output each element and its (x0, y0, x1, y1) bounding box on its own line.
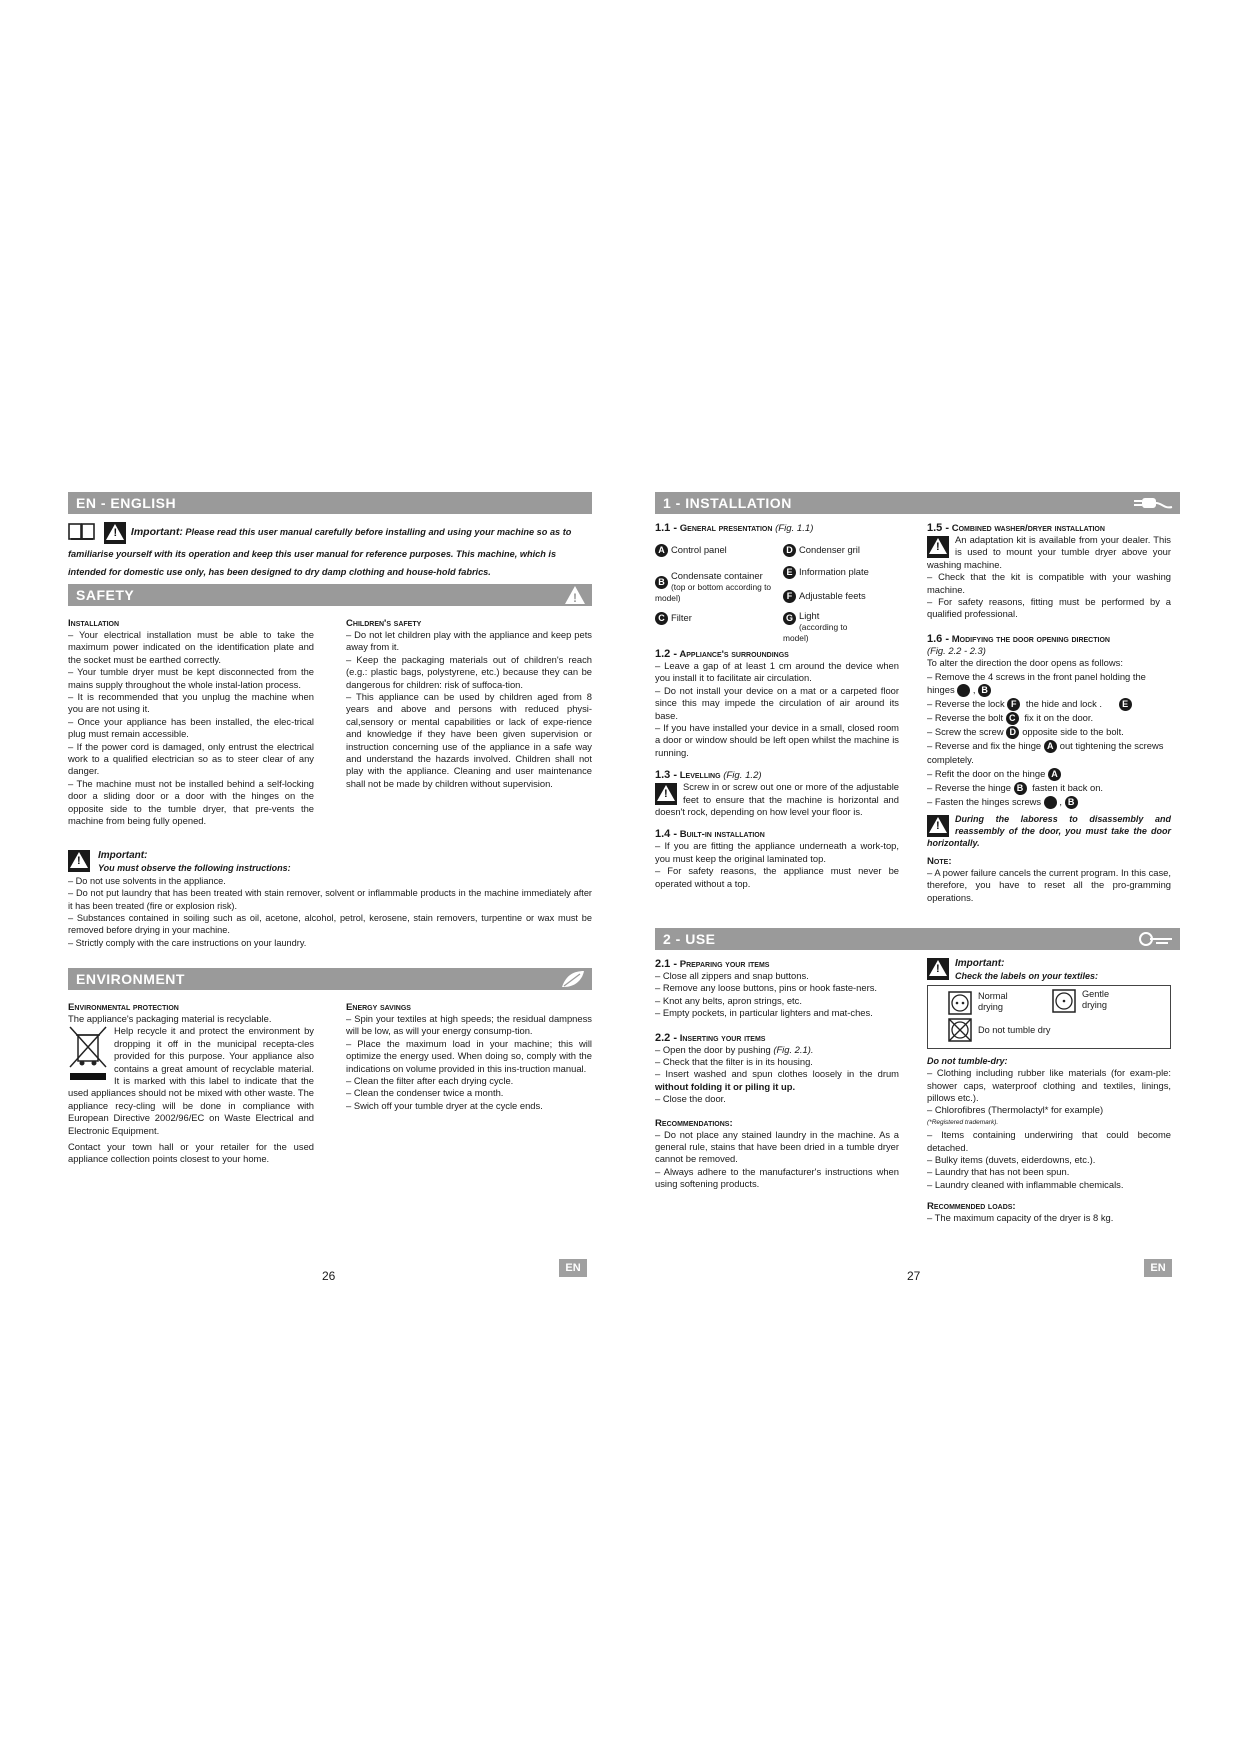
note-text: – A power failure cancels the current program. In this case, therefore, you have to reset all the pro-gramming operations. (927, 866, 1171, 903)
s1-1-heading: General presentation (679, 523, 773, 534)
s2-2-heading: Inserting your items (679, 1032, 766, 1044)
env-protection-contact: Contact your town hall or your retailer for the used appliance collection points closest to your home. (68, 1141, 314, 1165)
use-col-right (927, 958, 1171, 1225)
part-d: D Condenser gril (783, 544, 860, 557)
loads-text: – The maximum capacity of the dryer is 8 kg. (927, 1212, 1114, 1224)
levelling-block (655, 781, 899, 818)
hand-icon (1138, 929, 1174, 955)
book-icon (68, 522, 96, 542)
s1-2-heading: Appliance's surroundings (679, 649, 789, 660)
installation-heading: Installation (68, 618, 120, 629)
s1-3-text: Screw in or screw out one or more of the adjustable feet to ensure that the machine is horizontal and doesn't rock, depending on how level your floor is. (655, 781, 899, 818)
part-e: E Information plate (783, 566, 869, 579)
env-protection-intro: The appliance's packaging material is recyclable. (68, 1013, 272, 1024)
s1-3-heading: Levelling (679, 770, 721, 782)
no-dry-heading: Do not tumble-dry: (927, 1055, 1008, 1066)
loads-heading: Recommended loads: (927, 1201, 1016, 1213)
language-header (68, 492, 592, 514)
leaf-icon (560, 969, 586, 995)
part-a: A Control panel (655, 544, 727, 557)
s1-6-fig: (Fig. 2.2 - 2.3) (927, 644, 986, 656)
intro-block (68, 522, 592, 580)
warning-icon (927, 958, 949, 980)
parts-legend (655, 534, 899, 648)
no-dry-text2: – Items containing underwiring that could become detached. – Bulky items (duvets, eiderdowns, etc.). – Laundry that has not been spun. – Laundry cleaned with inflammable chemicals. (927, 1129, 1171, 1190)
svg-text:!: ! (573, 591, 578, 605)
no-tumble-dry-symbol (948, 1018, 972, 1044)
children-heading: Children's safety (346, 618, 422, 629)
s1-2-text: – Leave a gap of at least 1 cm around the device when you install it to facilitate air circulation. – Do not install your device on a mat or a carpeted floor since this may impede the circulation of air around its base. – If you have installed your device in a small, closed room a door or window should be left open whilst the machine is running. (655, 660, 899, 758)
gentle-drying-label: Gentle drying (1082, 988, 1110, 1010)
s1-6-heading: Modifying the door opening direction (951, 633, 1110, 645)
installation-header (655, 492, 1180, 514)
energy-text: – Spin your textiles at high speeds; the residual dampness will be low, as will your energy consump-tion. – Place the maximum load in your machine; this will optimize the energy used. When doing so, comply with the indications on volume provided in this ins-truction manual. – Clean the filter after each drying cycle. – Clean the condenser twice a month. – Swich off your tumble dryer at the cycle ends. (346, 1013, 592, 1111)
s2-2-bold: without folding it or piling it up. (655, 1080, 796, 1092)
safety-rules-text: – Do not use solvents in the appliance. – Do not put laundry that has been treated with stain remover, solvent or inflammable products in the machine immediately after it has been treated (fire or explosion risk). – Substances contained in soiling such as oil, acetone, alcohol, petrol, kerosene, stain removers, turpentine or wax must be removed before drying in your machine. – Strictly comply with the care instructions on your laundry. (68, 875, 592, 948)
s2-2-text1: – Open the door by pushing (655, 1043, 771, 1055)
s1-1-fig: (Fig. 1.1) (775, 523, 814, 534)
weee-bin-icon (68, 1025, 110, 1086)
intro-text: Please read this user manual carefully before installing and using your machine so as to familiarise yourself with its operation and keep this user manual for reference purposes. This machine, which is intended for domestic use only, has been designed to dry damp clothing and house-hold fabrics. (68, 527, 572, 577)
language-tag-left: EN (559, 1259, 587, 1277)
environment-protection-col (68, 1002, 314, 1166)
s1-6-intro: To alter the direction the door opens as follows: (927, 657, 1123, 669)
environment-title: ENVIRONMENT (76, 971, 185, 987)
s2-2-text3: – Close the door. (655, 1093, 726, 1105)
normal-drying-label: Normal drying (978, 990, 1008, 1012)
use-important-sub: Check the labels on your textiles: (955, 971, 1099, 982)
use-title: 2 - USE (663, 931, 716, 947)
energy-savings-col (346, 1002, 592, 1112)
recommendations-heading: Recommendations: (655, 1117, 733, 1129)
normal-drying-symbol (948, 991, 972, 1017)
gentle-drying-symbol (1052, 989, 1076, 1015)
s1-4-heading: Built-in installation (679, 829, 765, 841)
s1-4-text: – If you are fitting the appliance underneath a work-top, you must keep the original laminated top. – For safety reasons, the appliance must never be operated without a top. (655, 840, 899, 889)
safety-title: SAFETY (76, 587, 135, 603)
registered-trademark: (*Registered trademark). (927, 1118, 999, 1126)
s2-2-fig: (Fig. 2.1). (773, 1043, 814, 1055)
use-header (655, 928, 1180, 950)
s1-5-heading: Combined washer/dryer installation (951, 523, 1105, 534)
warning-icon (68, 850, 90, 872)
door-steps: – Remove the 4 screws in the front panel holding the hinges , B – Reverse the lock F the hide and lock . E – Reverse the bolt C fix it on the door. – Screw the screw D opposite side to the bolt. – Reverse and fix the hinge A out tightening the screws completely. – Refit the door on the hinge A – Reverse the hinge B fasten it back on. – Fasten the hinges screws , B (927, 670, 1164, 807)
children-safety-col (346, 618, 592, 790)
installation-safety-col (68, 618, 314, 828)
s2-2-text2: – Check that the filter is in its housing. – Insert washed and spun clothes loosely in the drum (655, 1056, 899, 1080)
s2-1-heading: Preparing your items (679, 959, 770, 970)
safety-important-sub: You must observe the following instructions: (98, 863, 291, 874)
safety-header (68, 584, 592, 606)
warning-icon (927, 536, 949, 558)
page-number-right: 27 (907, 1269, 921, 1283)
page-number-left: 26 (322, 1269, 336, 1283)
no-tumble-dry-label: Do not tumble dry (978, 1024, 1051, 1035)
part-b: B Condensate container (top or bottom according to model) (655, 570, 772, 603)
warning-icon (655, 783, 677, 805)
env-protection-heading: Environmental protection (68, 1002, 179, 1013)
care-labels-box (927, 985, 1171, 1049)
energy-heading: Energy savings (346, 1002, 411, 1013)
installation-col-right: 1.5 - Combined washer/dryer installation ! An adaptation kit is available from your dealer. This is used to mount your tumble dryer above your washing machine. – Check that the kit is compatible with your washing machine. – For safety reasons, fitting must be performed by a qualified professional. 1.6 - Modifying the door opening direction (Fig. 2.2 - 2.3) To alter the direction the door opens as follows: – Remove the 4 screws in the front panel holding the hinges , B – Reverse the lock F the hide and lock . E – Reverse the bolt C fix it on the door. – Screw the screw D opposite side to the bolt. – Reverse and fix the hinge A out tightening the screws completely. – Refit the door on the hinge A – Reverse the hinge B fasten it back on. – Fasten the hinges screws , B ! During the laboress to disassembly and reassembly of the door, you must take the door horizontally. Note: – A power failure cancels the current program. In this case, therefore, you have to reset all the pro-gramming operations. (927, 522, 1171, 904)
warning-triangle-icon (564, 585, 586, 611)
part-f: F Adjustable feets (783, 590, 866, 603)
plug-icon (1132, 493, 1174, 519)
warning-icon (927, 815, 949, 837)
s2-1-text: – Close all zippers and snap buttons. – Remove any loose buttons, pins or hook faste-ners. – Knot any belts, apron strings, etc. – Empty pockets, in particular lighters and mat-ches. (655, 970, 877, 1019)
s1-5-text: An adaptation kit is available from your dealer. This is used to mount your tumble dryer above your washing machine. – Check that the kit is compatible with your washing machine. – For safety reasons, fitting must be performed by a qualified professional. (927, 534, 1171, 620)
door-warning (927, 813, 1171, 850)
door-warning-text: During the laboress to disassembly and reassembly of the door, you must take the door horizontally. (927, 813, 1171, 849)
s1-1-num: 1.1 - (655, 522, 678, 534)
safety-important-label: Important: (98, 850, 148, 861)
no-dry-text: – Clothing including rubber like materials (for exam-ple: shower caps, waterproof clothing and textiles, linings, pillows etc.). – Chlorofibres (Thermolactyl* for example) (927, 1067, 1171, 1116)
note-heading: Note: (927, 855, 952, 867)
installation-text: – Your electrical installation must be able to take the maximum power indicated on the identification plate and the socket must be earthed correctly. – Your tumble dryer must be kept disconnected from the mains supply throughout the whole instal-lation process. – It is recommended that you unplug the machine when you are not using it. – Once your appliance has been installed, the elec-trical plug must remain accessible. – If the power cord is damaged, only entrust the electrical work to a qualified electrician so as to steer clear of any danger. – The machine must not be installed behind a self-locking door a sliding door or a door with the hinges on the opposite side to the tumble dryer, that pre-vents the machine from being fully opened. (68, 629, 314, 827)
intro-important-label: Important: (130, 526, 183, 538)
part-g: G Light (according to model) (783, 610, 848, 643)
installation-col-left: 1.1 - General presentation (Fig. 1.1) A Control panel D Condenser gril B Condensate container (top or bottom according to model) E Information plate F Adjustable feets C Filter G Light (according to model) 1.2 - Appliance's surroundings – Leave a gap of at least 1 cm around the device when you install it to facilitate air circulation. – Do not install your device on a mat or a carpeted floor since this may impede the circulation of air around its base. – If you have installed your device in a small, closed room a door or window should be left open whilst the machine is running. 1.3 - Levelling (Fig. 1.2) ! Screw in or screw out one or more of the adjustable feet to ensure that the machine is horizontal and doesn't rock, depending on how level your floor is. 1.4 - Built-in installation – If you are fitting the appliance underneath a work-top, you must keep the original laminated top. – For safety reasons, the appliance must never be operated without a top. (655, 522, 899, 890)
env-protection-text: Help recycle it and protect the environment by dropping it off in the municipal recepta-cles provided for this purpose. Your appliance also contains a great amount of recyclable material. It is marked with this label to indicate that the used appliances should not be mixed with other waste. The appliance recy-cling will be done in compliance with European Directive 2002/96/EC on Waste Electrical and Electronic Equipment. (68, 1025, 314, 1136)
use-col-left: 2.1 - Preparing your items – Close all zippers and snap buttons. – Remove any loose buttons, pins or hook faste-ners. – Knot any belts, apron strings, etc. – Empty pockets, in particular lighters and mat-ches. 2.2 - Inserting your items – Open the door by pushing (Fig. 2.1). – Check that the filter is in its housing. – Insert washed and spun clothes loosely in the drum without folding it or piling it up. – Close the door. Recommendations: – Do not place any stained laundry in the machine. As a general rule, stains that have been dried in a tumble dryer cannot be removed. – Always adhere to the manufacturer's instructions when using softening products. (655, 958, 899, 1190)
installation-title: 1 - INSTALLATION (663, 495, 792, 511)
warning-icon (104, 522, 126, 544)
children-text: – Do not let children play with the appliance and keep pets away from it. – Keep the packaging materials out of children's reach (e.g.: plastic bags, polystyrene, etc.) because they can be dangerous for children: risk of suffoca-tion. – This appliance can be used by children aged from 8 years and above and persons with reduced physi-cal,sensory or mental capabilities or lack of expe-rience and knowledge if they have been given supervision or instruction concerning use of the appliance in a safe way and understand the hazards involved. Children shall not play with the appliance. Cleaning and user maintenance shall not be made by children without supervision. (346, 629, 592, 789)
language-header-text: EN - ENGLISH (76, 495, 177, 511)
part-c: C Filter (655, 612, 692, 625)
use-important-label: Important: (955, 958, 1005, 969)
recommendations-text: – Do not place any stained laundry in the machine. As a general rule, stains that have been dried in a tumble dryer cannot be removed. – Always adhere to the manufacturer's instructions when using softening products. (655, 1128, 899, 1190)
important-instructions (68, 850, 592, 949)
language-tag-right: EN (1144, 1259, 1172, 1277)
environment-header (68, 968, 592, 990)
